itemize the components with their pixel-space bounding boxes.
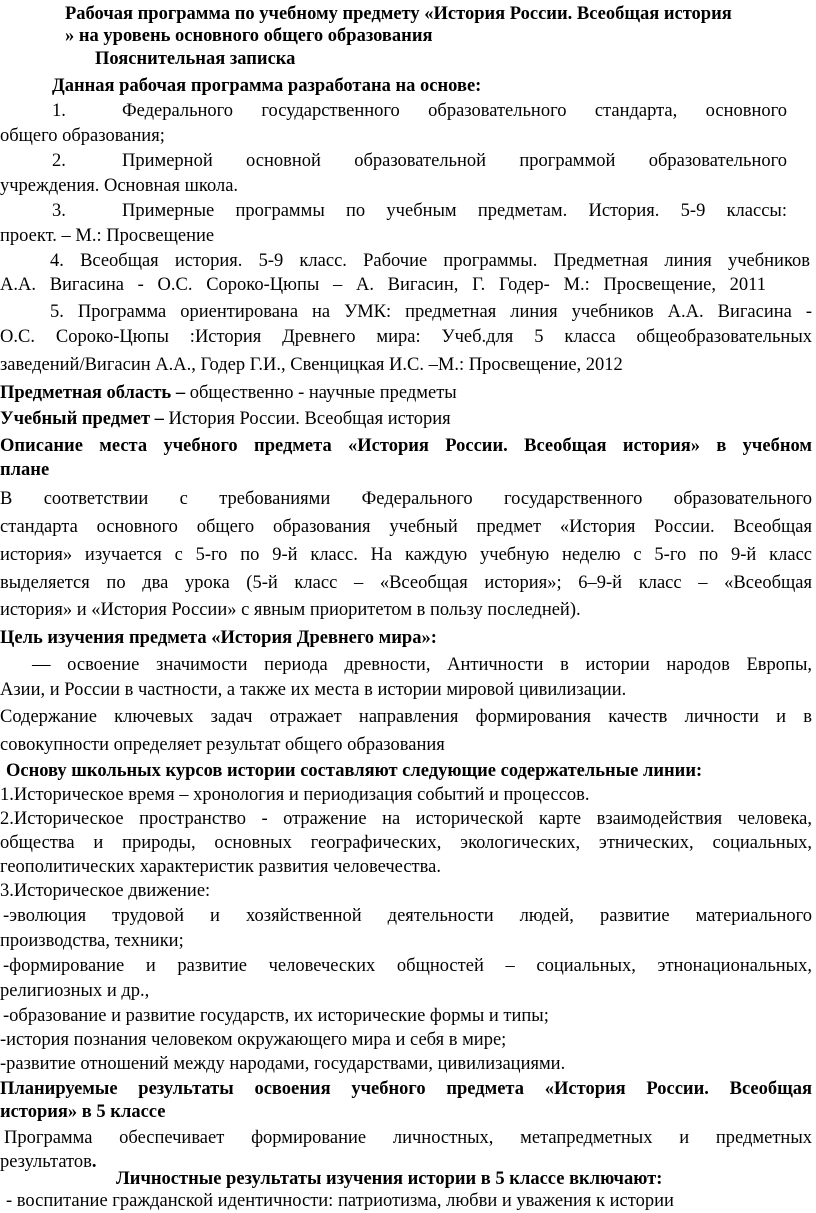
- place-text-line: выделяется по два урока (5-й класс – «Всеобщая история»; 6–9-й класс – «Всеобщая: [0, 573, 812, 593]
- basis-item-3-line-2: проект. – М.: Просвещение: [0, 226, 215, 246]
- content-lines-heading: Основу школьных курсов истории составляют следующие содержательные линии:: [6, 761, 703, 781]
- results-text-line-2-text: результатов: [0, 1152, 92, 1172]
- goal-text-line: Азии, и России в частности, а также их места в истории мировой цивилизации.: [0, 680, 627, 700]
- content-line: -история познания человеком окружающего мира и себя в мире;: [0, 1030, 507, 1050]
- basis-item-5-line-3: заведений/Вигасин А.А., Годер Г.И., Свенцицкая И.С. –М.: Просвещение, 2012: [0, 355, 623, 375]
- personal-results-heading: Личностные результаты изучения истории в 5 классе включают:: [116, 1169, 663, 1189]
- basis-item-2-line-2: учреждения. Основная школа.: [0, 176, 239, 196]
- basis-item-2-number: 2.: [52, 151, 66, 171]
- content-line: -формирование и развитие человеческих общностей – социальных, этнонациональных,: [3, 956, 812, 976]
- basis-heading: Данная рабочая программа разработана на основе:: [52, 76, 482, 96]
- basis-item-4-line-1: 4. Всеобщая история. 5-9 класс. Рабочие программы. Предметная линия учебников: [50, 251, 810, 271]
- place-text-line: стандарта основного общего образования учебный предмет «История России. Всеобщая: [0, 517, 812, 537]
- subject-label: Учебный предмет –: [0, 409, 164, 429]
- content-line: 1.Историческое время – хронология и периодизация событий и процессов.: [0, 785, 590, 805]
- personal-results-line-1: - воспитание гражданской идентичности: патриотизма, любви и уважения к истории: [6, 1191, 674, 1211]
- goal-heading: Цель изучения предмета «История Древнего мира»:: [0, 628, 437, 648]
- content-line: религиозных и др.,: [0, 981, 150, 1001]
- subject-line: [0, 408, 816, 430]
- content-line: геополитических характеристик развития человечества.: [0, 857, 441, 877]
- basis-item-1-line-2: общего образования;: [0, 126, 165, 146]
- basis-item-1-line-1: Федерального государственного образовательного стандарта, основного: [122, 101, 787, 121]
- subject-area-value: общественно - научные предметы: [185, 383, 457, 403]
- basis-item-3-number: 3.: [52, 201, 66, 221]
- goal-text-line: — освоение значимости периода древности, Античности в истории народов Европы,: [32, 655, 812, 675]
- results-period: .: [91, 1152, 97, 1172]
- basis-item-4-line-2: А.А. Вигасина - О.С. Сороко-Цюпы – А. Вигасин, Г. Годер- М.: Просвещение, 2011: [0, 275, 766, 295]
- content-line: -эволюция трудовой и хозяйственной деятельности людей, развитие материального: [3, 906, 812, 926]
- content-line: общества и природы, основных географических, экологических, этнических, социальных,: [0, 833, 812, 853]
- basis-item-5-line-2: О.С. Сороко-Цюпы :История Древнего мира: Учеб.для 5 класса общеобразовательных: [0, 327, 812, 347]
- title-line-2: » на уровень основного общего образования: [65, 26, 433, 46]
- basis-item-3-line-1: Примерные программы по учебным предметам. История. 5-9 классы:: [122, 201, 787, 221]
- title-line-1: Рабочая программа по учебному предмету «История России. Всеобщая история: [65, 4, 732, 24]
- results-heading-line-2: история» в 5 классе: [0, 1102, 166, 1122]
- basis-item-1-number: 1.: [52, 101, 66, 121]
- goal-text-line: совокупности определяет результат общего образования: [0, 735, 445, 755]
- content-line: -образование и развитие государств, их исторические формы и типы;: [3, 1006, 549, 1026]
- content-line: 3.Историческое движение:: [0, 881, 211, 901]
- place-text-line: В соответствии с требованиями Федерального государственного образовательного: [0, 489, 812, 509]
- content-line: производства, техники;: [0, 931, 184, 951]
- content-line: -развитие отношений между народами, государствами, цивилизациями.: [0, 1054, 566, 1074]
- place-text-line: история» изучается с 5-го по 9-й класс. На каждую учебную неделю с 5-го по 9-й класс: [0, 545, 812, 565]
- basis-item-2-line-1: Примерной основной образовательной программой образовательного: [122, 151, 787, 171]
- place-heading-line-2: плане: [0, 460, 50, 480]
- subject-area-label: Предметная область –: [0, 383, 186, 403]
- place-heading-line-1: Описание места учебного предмета «История России. Всеобщая история» в учебном: [0, 436, 812, 456]
- basis-item-5-line-1: 5. Программа ориентирована на УМК: предметная линия учебников А.А. Вигасина -: [50, 302, 812, 322]
- results-heading-line-1: Планируемые результаты освоения учебного предмета «История России. Всеобщая: [0, 1079, 812, 1099]
- goal-text-line: Содержание ключевых задач отражает направления формирования качеств личности и в: [0, 707, 812, 727]
- content-line: 2.Историческое пространство - отражение на исторической карте взаимодействия человека,: [0, 809, 812, 829]
- place-text-line: история» и «История России» с явным приоритетом в пользу последней).: [0, 600, 581, 620]
- subject-area-line: [0, 382, 816, 404]
- explanatory-note-heading: Пояснительная записка: [95, 49, 296, 69]
- subject-value: История России. Всеобщая история: [163, 409, 451, 429]
- results-text-line-1: Программа обеспечивает формирование личностных, метапредметных и предметных: [4, 1128, 812, 1148]
